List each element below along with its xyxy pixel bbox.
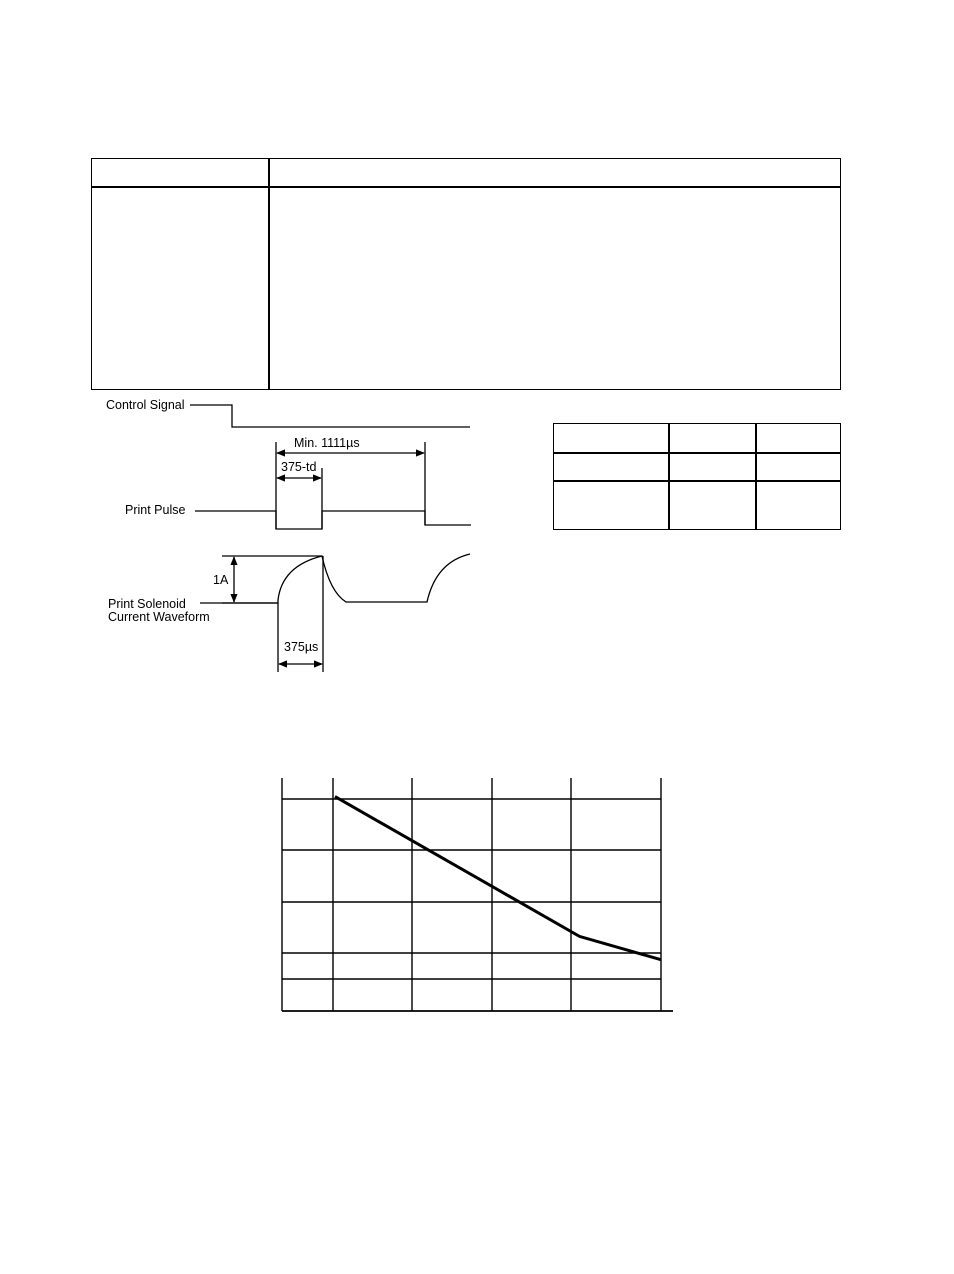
- solenoid-label-line1: Print Solenoid: [108, 597, 186, 611]
- series-line: [335, 797, 661, 960]
- print-pulse-label: Print Pulse: [125, 503, 186, 517]
- amplitude-label: 1A: [213, 573, 229, 587]
- min-period-label: Min. 1111µs: [294, 436, 360, 450]
- pulse-width-label: 375-td: [281, 460, 317, 474]
- rise-time-label: 375µs: [284, 640, 319, 654]
- solenoid-label-line2: Current Waveform: [108, 610, 210, 624]
- chart-grid: [282, 778, 673, 1011]
- control-signal-label: Control Signal: [106, 398, 185, 412]
